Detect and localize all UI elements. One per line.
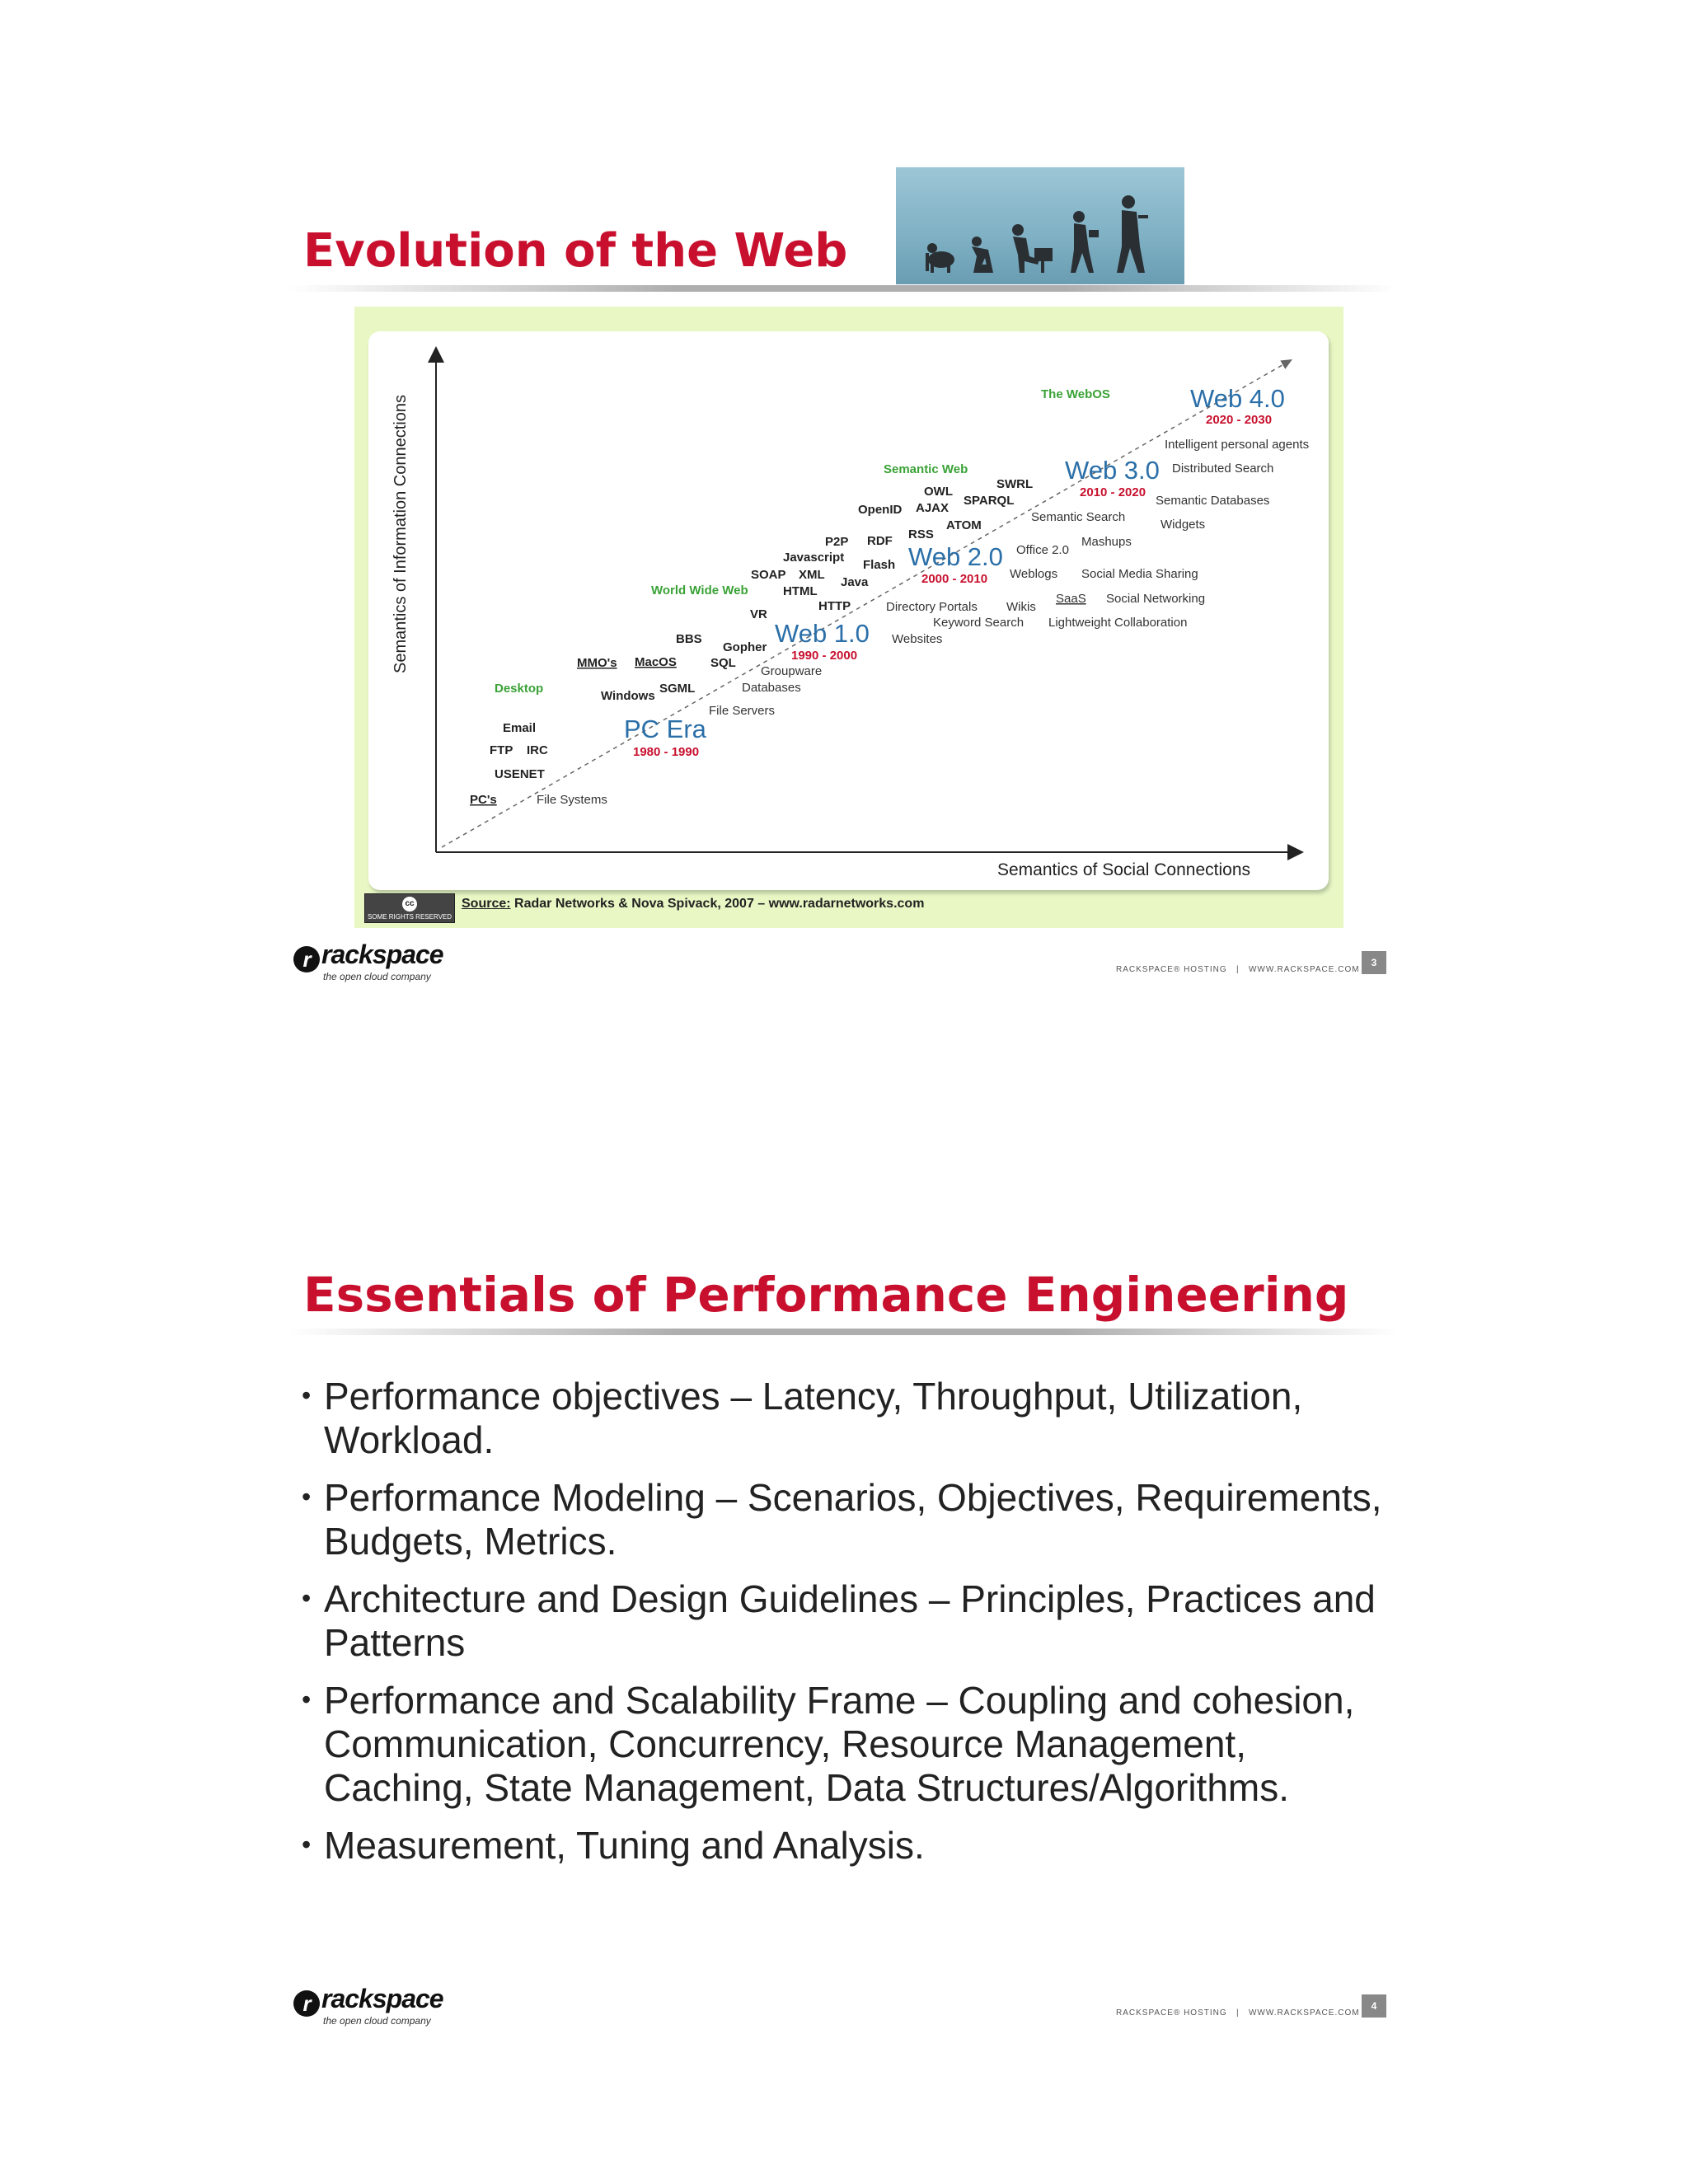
item-label: Social Networking <box>1106 592 1206 606</box>
source-text: Radar Networks & Nova Spivack, 2007 – www.radarnetworks.com <box>514 897 925 911</box>
category-desktop: Desktop <box>495 682 544 696</box>
era-years: 1980 - 1990 <box>633 745 700 759</box>
item-label: USENET <box>495 767 545 781</box>
bullet-item: • Architecture and Design Guidelines – Principles, Practices and Patterns <box>302 1577 1376 1664</box>
item-label: Lightweight Collaboration <box>1048 616 1188 630</box>
item-label: Office 2.0 <box>1016 543 1069 557</box>
page-number: 4 <box>1362 1994 1386 2018</box>
item-label: OpenID <box>858 503 903 517</box>
evolution-diagram <box>354 307 1343 928</box>
evolution-image <box>896 167 1184 284</box>
item-label: HTTP <box>818 599 851 613</box>
item-label: Gopher <box>723 640 767 654</box>
cc-badge-text: SOME RIGHTS RESERVED <box>367 913 452 921</box>
item-label: OWL <box>924 485 953 499</box>
category-semantic-web: Semantic Web <box>884 462 968 476</box>
item-label: RSS <box>908 527 934 541</box>
item-label: Websites <box>892 632 943 646</box>
y-axis-label: Semantics of Information Connections <box>392 395 410 673</box>
logo-word: rackspace <box>321 940 443 969</box>
item-label: MacOS <box>635 655 677 669</box>
item-label: PC's <box>470 793 497 807</box>
era-name: Web 4.0 <box>1190 384 1285 413</box>
logo-tagline: the open cloud company <box>323 2015 431 2027</box>
source-label: Source: <box>462 897 511 911</box>
slide-title: Essentials of Performance Engineering <box>303 1267 1349 1323</box>
item-label: Semantic Search <box>1031 510 1126 524</box>
item-label: RDF <box>867 534 893 548</box>
category-webos: The WebOS <box>1041 387 1110 401</box>
era-name: Web 1.0 <box>775 619 870 648</box>
item-label: Mashups <box>1081 535 1132 549</box>
bullet-icon: • <box>302 1830 312 1859</box>
era-name: Web 2.0 <box>908 542 1003 571</box>
item-label: P2P <box>825 535 849 549</box>
footer-text <box>1116 2008 1360 2018</box>
bullet-list <box>302 1374 1398 1881</box>
item-label: Java <box>841 575 869 589</box>
footer-url: WWW.RACKSPACE.COM <box>1248 965 1360 974</box>
era-years: 2000 - 2010 <box>921 572 988 586</box>
item-label: Wikis <box>1006 600 1036 614</box>
era-years: 1990 - 2000 <box>791 649 858 663</box>
footer-separator: | <box>1236 965 1240 974</box>
page-number: 3 <box>1362 951 1386 974</box>
bullet-icon: • <box>302 1685 312 1714</box>
item-label: Widgets <box>1160 518 1206 532</box>
item-label: SaaS <box>1056 592 1086 606</box>
item-label: Windows <box>601 689 655 703</box>
bullet-icon: • <box>302 1583 312 1613</box>
footer-hosting: RACKSPACE® HOSTING <box>1116 965 1227 974</box>
item-label: Intelligent personal agents <box>1165 438 1310 452</box>
title-divider <box>288 1329 1397 1335</box>
item-label: Email <box>503 721 537 735</box>
bullet-item: • Performance objectives – Latency, Throughput, Utilization, Workload. <box>302 1375 1303 1461</box>
item-label: Keyword Search <box>933 616 1025 630</box>
era-years: 2020 - 2030 <box>1206 413 1273 427</box>
figure-source <box>462 897 924 912</box>
evolution-silhouettes-icon <box>896 167 1184 284</box>
slide-title: Evolution of the Web <box>303 224 848 278</box>
bullet-icon: • <box>302 1380 312 1410</box>
rackspace-logo <box>293 1984 443 2027</box>
item-label: SGML <box>659 682 696 696</box>
item-label: SOAP <box>751 568 786 582</box>
cc-license-badge <box>364 893 455 923</box>
item-label: SPARQL <box>964 494 1015 508</box>
item-label: Javascript <box>783 551 845 565</box>
item-label: IRC <box>527 743 548 757</box>
title-divider <box>288 285 1397 292</box>
logo-tagline: the open cloud company <box>323 971 431 982</box>
footer-url: WWW.RACKSPACE.COM <box>1248 2008 1360 2018</box>
rackspace-logo <box>293 940 443 982</box>
item-label: ATOM <box>946 518 982 532</box>
item-label: File Systems <box>537 793 607 807</box>
item-label: HTML <box>783 584 818 598</box>
item-label: AJAX <box>916 501 950 515</box>
item-label: MMO's <box>577 656 617 670</box>
item-label: Directory Portals <box>886 600 978 614</box>
bullet-item: • Performance and Scalability Frame – Coupling and cohesion, Communication, Concurrency, Resource Management, Caching, State Management, Data Structures/Algorithms. <box>302 1679 1355 1809</box>
era-name: PC Era <box>624 715 706 743</box>
rackspace-mark-icon: r <box>293 1990 320 2017</box>
item-label: Social Media Sharing <box>1081 567 1198 581</box>
item-label: BBS <box>676 632 702 646</box>
rackspace-mark-icon: r <box>293 946 320 972</box>
item-label: Groupware <box>761 664 823 678</box>
item-label: FTP <box>490 743 513 757</box>
era-name: Web 3.0 <box>1065 456 1160 485</box>
footer-hosting: RACKSPACE® HOSTING <box>1116 2008 1227 2018</box>
evolution-figure <box>354 307 1343 928</box>
category-www: World Wide Web <box>651 583 748 598</box>
item-label: Databases <box>742 681 801 695</box>
cc-icon: cc <box>402 897 417 912</box>
item-label: XML <box>799 568 825 582</box>
bullet-item: • Performance Modeling – Scenarios, Objectives, Requirements, Budgets, Metrics. <box>302 1476 1382 1563</box>
footer-separator: | <box>1236 2008 1240 2018</box>
item-label: VR <box>750 607 767 621</box>
item-label: SWRL <box>996 477 1034 491</box>
footer-text <box>1116 965 1360 974</box>
item-label: Distributed Search <box>1172 462 1274 476</box>
bullet-item: • Measurement, Tuning and Analysis. <box>302 1824 925 1867</box>
item-label: SQL <box>710 656 736 670</box>
item-label: Semantic Databases <box>1156 494 1270 508</box>
item-label: Flash <box>863 558 896 572</box>
item-label: Weblogs <box>1010 567 1058 581</box>
era-years: 2010 - 2020 <box>1080 485 1146 499</box>
item-label: File Servers <box>709 704 776 718</box>
x-axis-label: Semantics of Social Connections <box>997 860 1250 879</box>
logo-word: rackspace <box>321 1984 443 2013</box>
bullet-icon: • <box>302 1482 312 1511</box>
